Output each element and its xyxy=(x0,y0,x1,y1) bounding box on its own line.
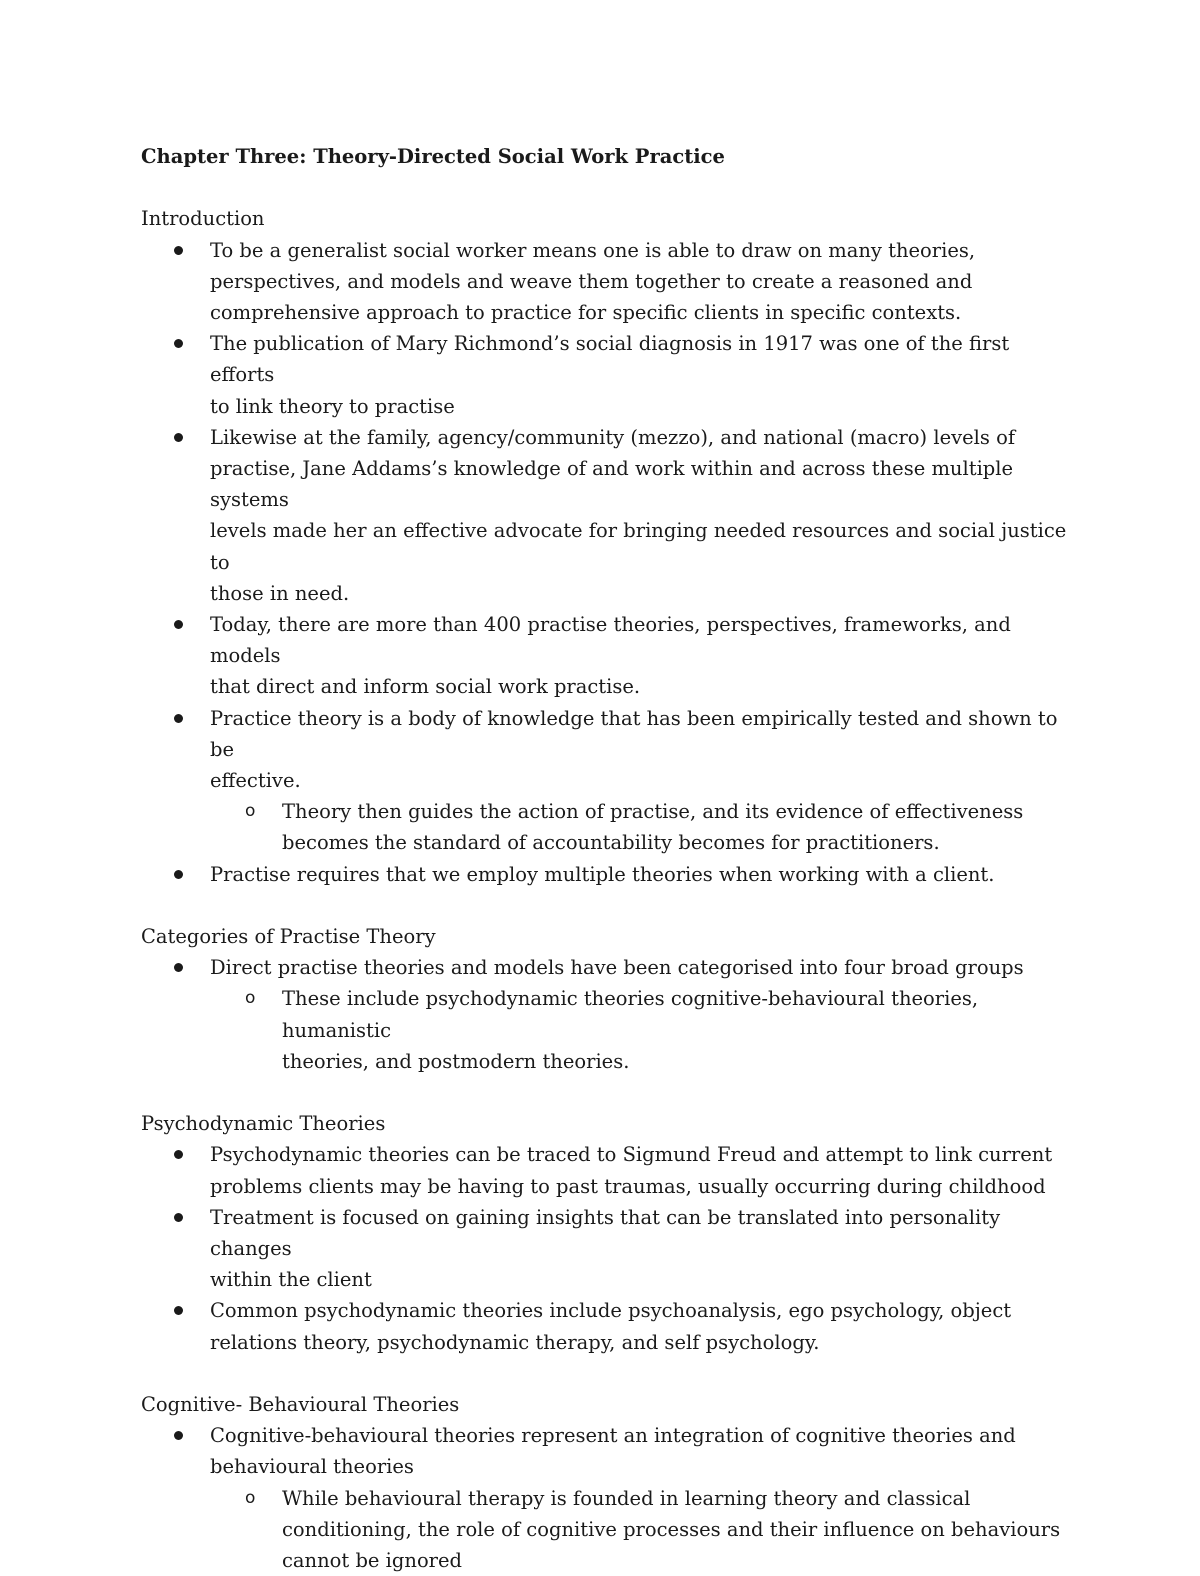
text-line: Cognitive-behavioural theories represent an integration of cognitive theories and xyxy=(210,1424,1016,1448)
circle-bullet-icon: o xyxy=(245,1487,256,1508)
list-item xyxy=(141,859,1071,890)
text-line: Practice theory is a body of knowledge that has been empirically tested and shown to be xyxy=(210,706,1058,761)
section xyxy=(141,1108,1071,1389)
text-line: behavioural theories xyxy=(210,1455,414,1479)
chapter-title: Chapter Three: Theory-Directed Social Work Practice xyxy=(141,145,725,168)
section-heading: Categories of Practise Theory xyxy=(141,925,436,949)
spacer xyxy=(141,1077,1071,1108)
text-line: Direct practise theories and models have been categorised into four broad groups xyxy=(210,956,1024,980)
text-line: Likewise at the family, agency/community (mezzo), and national (macro) levels of xyxy=(210,425,1016,449)
text-line: that direct and inform social work practise. xyxy=(210,675,641,699)
sections-container xyxy=(141,203,1071,1576)
bullet-list xyxy=(141,952,1071,1077)
text-line: to link theory to practise xyxy=(210,394,455,418)
list-item xyxy=(141,1139,1071,1201)
bullet-icon xyxy=(174,620,183,629)
text-line: within the client xyxy=(210,1268,372,1292)
text-line: those in need. xyxy=(210,581,350,605)
text-line: theories, and postmodern theories. xyxy=(282,1049,630,1073)
bullet-list xyxy=(141,1139,1071,1357)
bullet-icon xyxy=(174,1306,183,1315)
text-line: Treatment is focused on gaining insights that can be translated into personality changes xyxy=(210,1205,1001,1261)
section xyxy=(141,1389,1071,1576)
sub-list-item xyxy=(141,983,1071,1077)
text-line: The publication of Mary Richmond’s social diagnosis in 1917 was one of the first efforts xyxy=(210,332,1010,387)
section xyxy=(141,203,1071,921)
sub-list-item xyxy=(141,796,1071,858)
circle-bullet-icon: o xyxy=(245,801,256,822)
section-heading: Introduction xyxy=(141,207,265,231)
section-heading: Psychodynamic Theories xyxy=(141,1112,386,1136)
section-heading: Cognitive- Behavioural Theories xyxy=(141,1393,460,1417)
list-item xyxy=(141,952,1071,983)
text-line: levels made her an effective advocate for bringing needed resources and social justice to xyxy=(210,519,1067,574)
text-line: While behavioural therapy is founded in learning theory and classical xyxy=(282,1486,971,1510)
list-item xyxy=(141,1420,1071,1482)
text-line: These include psychodynamic theories cognitive-behavioural theories, humanistic xyxy=(282,987,979,1042)
spacer xyxy=(141,172,1071,203)
text-line: practise, Jane Addams’s knowledge of and work within and across these multiple systems xyxy=(210,457,1014,512)
bullet-icon xyxy=(174,870,183,879)
bullet-icon xyxy=(174,433,183,442)
bullet-icon xyxy=(174,246,183,255)
list-item xyxy=(141,235,1071,329)
bullet-icon xyxy=(174,339,183,348)
text-line: Psychodynamic theories can be traced to Sigmund Freud and attempt to link current xyxy=(210,1143,1053,1167)
text-line: becomes the standard of accountability becomes for practitioners. xyxy=(282,831,940,855)
text-line: conditioning, the role of cognitive processes and their influence on behaviours xyxy=(282,1517,1061,1541)
document-page xyxy=(141,141,1071,1576)
text-line: Today, there are more than 400 practise theories, perspectives, frameworks, and models xyxy=(210,613,1011,668)
list-item xyxy=(141,1295,1071,1357)
bullet-icon xyxy=(174,714,183,723)
list-item xyxy=(141,328,1071,422)
list-item xyxy=(141,1202,1071,1296)
spacer xyxy=(141,890,1071,921)
sub-list-item xyxy=(141,1483,1071,1576)
text-line: perspectives, and models and weave them together to create a reasoned and xyxy=(210,269,973,293)
text-line: Common psychodynamic theories include psychoanalysis, ego psychology, object xyxy=(210,1299,1012,1323)
text-line: relations theory, psychodynamic therapy, and self psychology. xyxy=(210,1330,820,1354)
text-line: comprehensive approach to practice for specific clients in specific contexts. xyxy=(210,300,962,324)
list-item xyxy=(141,422,1071,609)
list-item xyxy=(141,703,1071,797)
text-line: To be a generalist social worker means one is able to draw on many theories, xyxy=(210,238,976,262)
text-line: problems clients may be having to past traumas, usually occurring during childhood xyxy=(210,1174,1046,1198)
text-line: effective. xyxy=(210,769,301,793)
spacer xyxy=(141,1358,1071,1389)
list-item xyxy=(141,609,1071,703)
bullet-icon xyxy=(174,1213,183,1222)
bullet-icon xyxy=(174,1150,183,1159)
section xyxy=(141,921,1071,1108)
circle-bullet-icon: o xyxy=(245,988,256,1009)
text-line: Practise requires that we employ multiple theories when working with a client. xyxy=(210,862,995,886)
text-line: Theory then guides the action of practise, and its evidence of effectiveness xyxy=(282,800,1024,824)
bullet-list xyxy=(141,235,1071,890)
bullet-icon xyxy=(174,963,183,972)
text-line: cannot be ignored xyxy=(282,1549,463,1573)
bullet-icon xyxy=(174,1431,183,1440)
